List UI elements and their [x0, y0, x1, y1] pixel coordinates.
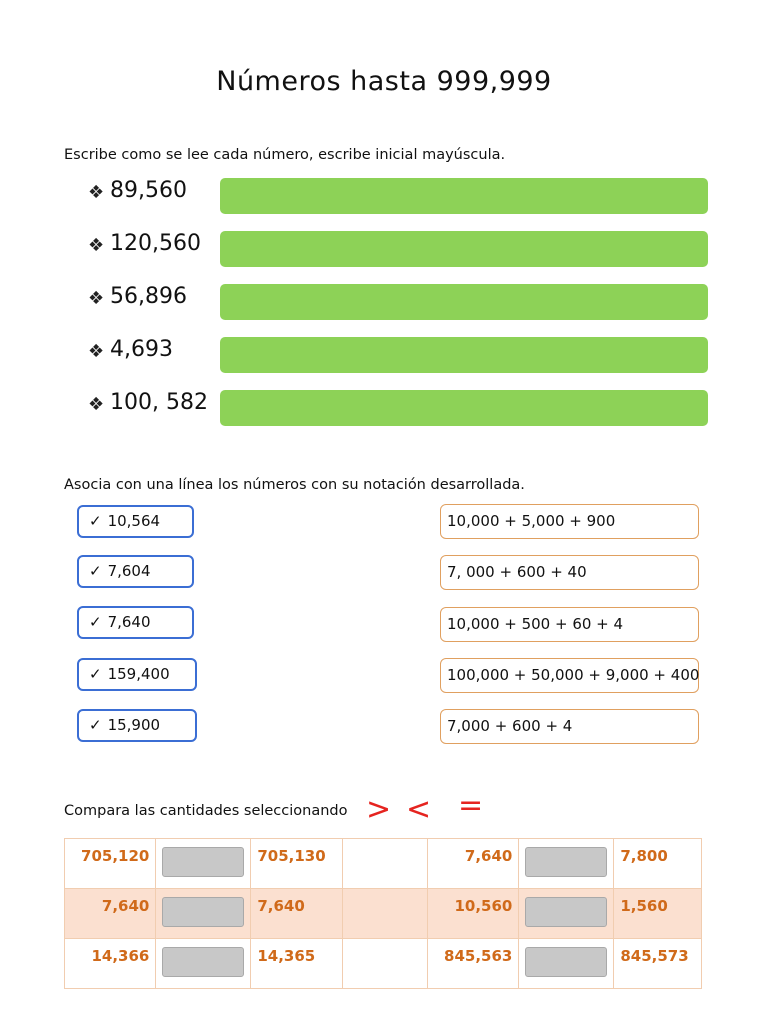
match-left-label: 15,900 — [107, 716, 161, 734]
match-left-item-3[interactable] — [77, 606, 194, 639]
diamond-bullet-icon: ❖ — [88, 182, 105, 203]
compare-select-box[interactable] — [162, 847, 244, 877]
instruction-match-lines: Asocia con una línea los números con su notación desarrollada. — [64, 477, 525, 493]
number-label: 120,560 — [110, 231, 201, 256]
number-in-words-input-1[interactable] — [220, 178, 708, 214]
number-label: 89,560 — [110, 178, 187, 203]
match-right-item-1[interactable]: 10,000 + 5,000 + 900 — [440, 504, 699, 539]
table-row — [65, 939, 702, 989]
value-c: 7,640 — [428, 839, 519, 889]
value-a: 705,120 — [65, 839, 156, 889]
number-in-words-input-4[interactable] — [220, 337, 708, 373]
greater-than-symbol: > — [366, 792, 392, 827]
compare-cell — [519, 939, 614, 989]
checkmark-icon: ✓ — [89, 613, 102, 631]
value-d: 845,573 — [614, 939, 702, 989]
diamond-bullet-icon: ❖ — [88, 394, 105, 415]
value-a: 14,366 — [65, 939, 156, 989]
number-in-words-input-2[interactable] — [220, 231, 708, 267]
match-left-item-4[interactable] — [77, 658, 197, 691]
checkmark-icon: ✓ — [89, 562, 102, 580]
number-label: 4,693 — [110, 337, 173, 362]
match-left-label: 7,604 — [107, 562, 151, 580]
number-row-3 — [88, 284, 704, 320]
compare-cell — [156, 939, 251, 989]
match-left-item-2[interactable] — [77, 555, 194, 588]
number-row-2 — [88, 231, 704, 267]
spacer-cell — [342, 889, 427, 939]
compare-select-box[interactable] — [525, 947, 607, 977]
match-right-item-2[interactable]: 7, 000 + 600 + 40 — [440, 555, 699, 590]
match-left-label: 10,564 — [107, 512, 161, 530]
diamond-bullet-icon: ❖ — [88, 288, 105, 309]
compare-select-box[interactable] — [525, 897, 607, 927]
page-title: Números hasta 999,999 — [216, 66, 552, 97]
compare-select-box[interactable] — [162, 947, 244, 977]
number-label: 100, 582 — [110, 390, 208, 415]
compare-cell — [156, 839, 251, 889]
compare-select-box[interactable] — [162, 897, 244, 927]
compare-cell — [519, 839, 614, 889]
table-row — [65, 889, 702, 939]
number-label: 56,896 — [110, 284, 187, 309]
value-c: 845,563 — [428, 939, 519, 989]
number-in-words-input-3[interactable] — [220, 284, 708, 320]
spacer-cell — [342, 939, 427, 989]
equals-symbol: = — [458, 788, 484, 823]
value-d: 1,560 — [614, 889, 702, 939]
checkmark-icon: ✓ — [89, 512, 102, 530]
value-b: 14,365 — [251, 939, 342, 989]
compare-cell — [519, 889, 614, 939]
match-right-item-4[interactable]: 100,000 + 50,000 + 9,000 + 400 — [440, 658, 699, 693]
instruction-compare: Compara las cantidades seleccionando — [64, 803, 348, 819]
match-left-item-1[interactable] — [77, 505, 194, 538]
less-than-symbol: < — [406, 792, 432, 827]
number-row-4 — [88, 337, 704, 373]
diamond-bullet-icon: ❖ — [88, 341, 105, 362]
match-left-item-5[interactable] — [77, 709, 197, 742]
value-a: 7,640 — [65, 889, 156, 939]
checkmark-icon: ✓ — [89, 665, 102, 683]
match-left-label: 7,640 — [107, 613, 151, 631]
match-right-item-5[interactable]: 7,000 + 600 + 4 — [440, 709, 699, 744]
spacer-cell — [342, 839, 427, 889]
instruction-write-numbers: Escribe como se lee cada número, escribe inicial mayúscula. — [64, 147, 506, 163]
number-row-5 — [88, 390, 704, 426]
value-b: 7,640 — [251, 889, 342, 939]
diamond-bullet-icon: ❖ — [88, 235, 105, 256]
value-b: 705,130 — [251, 839, 342, 889]
match-right-item-3[interactable]: 10,000 + 500 + 60 + 4 — [440, 607, 699, 642]
number-row-1 — [88, 178, 704, 214]
compare-cell — [156, 889, 251, 939]
table-row — [65, 839, 702, 889]
checkmark-icon: ✓ — [89, 716, 102, 734]
value-c: 10,560 — [428, 889, 519, 939]
comparison-table — [64, 838, 702, 989]
value-d: 7,800 — [614, 839, 702, 889]
number-in-words-input-5[interactable] — [220, 390, 708, 426]
match-left-label: 159,400 — [107, 665, 170, 683]
compare-select-box[interactable] — [525, 847, 607, 877]
